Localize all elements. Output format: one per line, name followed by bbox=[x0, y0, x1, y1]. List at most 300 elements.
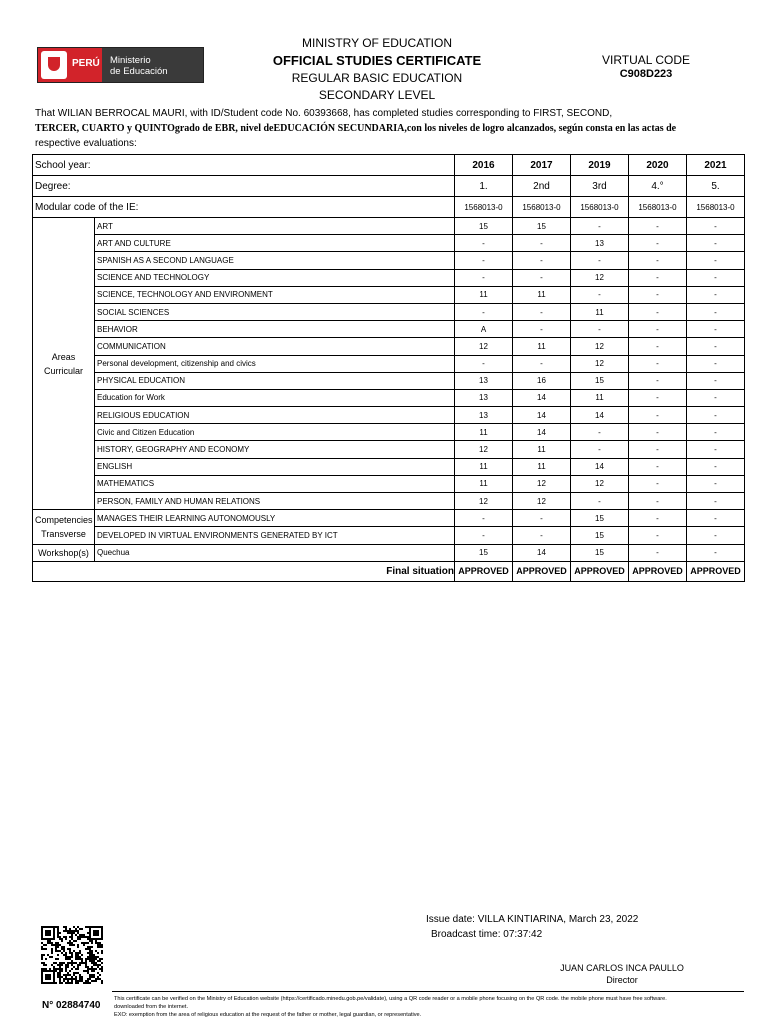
qr-module bbox=[95, 980, 97, 982]
director-title: Director bbox=[606, 975, 638, 985]
grade-cell: - bbox=[687, 441, 745, 458]
qr-module bbox=[75, 954, 77, 956]
qr-finder-inner bbox=[45, 930, 51, 936]
director-name: JUAN CARLOS INCA PAULLO bbox=[560, 963, 684, 973]
qr-module bbox=[73, 974, 75, 976]
qr-module bbox=[93, 974, 95, 976]
qr-module bbox=[69, 932, 71, 934]
qr-module bbox=[59, 968, 61, 970]
grade-cell: 15 bbox=[571, 527, 629, 544]
modular-code-row bbox=[33, 197, 745, 218]
grade-cell: - bbox=[629, 407, 687, 424]
grade-cell: 12 bbox=[513, 493, 571, 510]
workshop-row bbox=[33, 544, 745, 561]
logo-country: PERÚ bbox=[72, 58, 100, 69]
qr-module bbox=[75, 928, 77, 930]
qr-module bbox=[59, 950, 61, 952]
qr-module bbox=[75, 968, 77, 970]
qr-module bbox=[55, 958, 57, 960]
area-row bbox=[33, 441, 745, 458]
grade-cell: 12 bbox=[455, 338, 513, 355]
qr-module bbox=[73, 930, 75, 932]
qr-module bbox=[71, 938, 73, 940]
area-row bbox=[33, 218, 745, 235]
qr-module bbox=[91, 962, 93, 964]
qr-module bbox=[65, 952, 67, 954]
grade-cell: 15 bbox=[513, 218, 571, 235]
qr-module bbox=[91, 974, 93, 976]
area-row bbox=[33, 269, 745, 286]
qr-module bbox=[91, 954, 93, 956]
grade-cell: - bbox=[629, 355, 687, 372]
qr-module bbox=[81, 978, 83, 980]
qr-module bbox=[51, 952, 53, 954]
qr-module bbox=[73, 950, 75, 952]
qr-module bbox=[101, 968, 103, 970]
grade-cell: - bbox=[629, 510, 687, 527]
qr-module bbox=[67, 966, 69, 968]
qr-module bbox=[57, 930, 59, 932]
qr-module bbox=[87, 926, 89, 928]
qr-module bbox=[87, 958, 89, 960]
subject-name: Education for Work bbox=[95, 389, 455, 406]
qr-module bbox=[65, 974, 67, 976]
qr-module bbox=[77, 930, 79, 932]
qr-module bbox=[71, 962, 73, 964]
grade-cell: - bbox=[513, 235, 571, 252]
qr-module bbox=[81, 980, 83, 982]
grade-cell: - bbox=[513, 321, 571, 338]
qr-module bbox=[87, 936, 89, 938]
qr-module bbox=[57, 936, 59, 938]
qr-module bbox=[71, 968, 73, 970]
qr-module bbox=[79, 962, 81, 964]
qr-module bbox=[97, 976, 99, 978]
qr-module bbox=[63, 962, 65, 964]
qr-module bbox=[43, 944, 45, 946]
modular-code-row-cell: 1568013-0 bbox=[571, 197, 629, 218]
qr-module bbox=[65, 926, 67, 928]
qr-module bbox=[61, 968, 63, 970]
grade-cell: 11 bbox=[513, 286, 571, 303]
qr-module bbox=[99, 968, 101, 970]
qr-module bbox=[81, 934, 83, 936]
qr-module bbox=[57, 928, 59, 930]
qr-module bbox=[59, 972, 61, 974]
qr-module bbox=[85, 982, 87, 984]
qr-module bbox=[51, 950, 53, 952]
fine-print-2: downloaded from the internet. bbox=[114, 1004, 189, 1010]
qr-module bbox=[77, 980, 79, 982]
qr-module bbox=[61, 962, 63, 964]
qr-module bbox=[59, 976, 61, 978]
qr-module bbox=[75, 956, 77, 958]
qr-module bbox=[81, 976, 83, 978]
qr-module bbox=[53, 966, 55, 968]
modular-code-row-cell: 1568013-0 bbox=[629, 197, 687, 218]
qr-module bbox=[73, 932, 75, 934]
qr-module bbox=[95, 964, 97, 966]
qr-module bbox=[79, 978, 81, 980]
grade-cell: - bbox=[687, 321, 745, 338]
qr-module bbox=[79, 980, 81, 982]
qr-module bbox=[85, 958, 87, 960]
qr-module bbox=[83, 936, 85, 938]
subject-name: RELIGIOUS EDUCATION bbox=[95, 407, 455, 424]
degree-row-cell: 5. bbox=[687, 176, 745, 197]
qr-module bbox=[93, 968, 95, 970]
qr-module bbox=[97, 944, 99, 946]
qr-module bbox=[69, 948, 71, 950]
qr-module bbox=[95, 940, 97, 942]
qr-module bbox=[55, 942, 57, 944]
qr-module bbox=[91, 950, 93, 952]
qr-module bbox=[65, 930, 67, 932]
qr-module bbox=[65, 928, 67, 930]
qr-module bbox=[53, 944, 55, 946]
qr-code-icon bbox=[41, 926, 103, 984]
qr-module bbox=[53, 962, 55, 964]
subject-name: ENGLISH bbox=[95, 458, 455, 475]
qr-module bbox=[79, 934, 81, 936]
grade-cell: 15 bbox=[455, 544, 513, 561]
grade-cell: - bbox=[687, 372, 745, 389]
qr-module bbox=[47, 940, 49, 942]
qr-module bbox=[97, 942, 99, 944]
final-situation-cell: APPROVED bbox=[571, 561, 629, 581]
qr-module bbox=[49, 940, 51, 942]
grade-cell: 11 bbox=[455, 286, 513, 303]
qr-module bbox=[63, 946, 65, 948]
grade-cell: - bbox=[571, 321, 629, 338]
qr-module bbox=[85, 936, 87, 938]
qr-module bbox=[73, 940, 75, 942]
grade-cell: 13 bbox=[455, 389, 513, 406]
area-row bbox=[33, 252, 745, 269]
qr-module bbox=[57, 974, 59, 976]
verification-note bbox=[114, 995, 744, 1019]
qr-module bbox=[89, 948, 91, 950]
grade-cell: - bbox=[571, 441, 629, 458]
qr-module bbox=[71, 980, 73, 982]
qr-module bbox=[51, 964, 53, 966]
degree-row-cell: 3rd bbox=[571, 176, 629, 197]
qr-module bbox=[85, 962, 87, 964]
grade-cell: - bbox=[629, 544, 687, 561]
qr-module bbox=[57, 976, 59, 978]
final-situation-cell: APPROVED bbox=[455, 561, 513, 581]
grade-cell: 16 bbox=[513, 372, 571, 389]
qr-module bbox=[75, 980, 77, 982]
qr-module bbox=[59, 962, 61, 964]
qr-module bbox=[101, 966, 103, 968]
grade-cell: - bbox=[455, 527, 513, 544]
qr-module bbox=[67, 972, 69, 974]
subject-name: SCIENCE, TECHNOLOGY AND ENVIRONMENT bbox=[95, 286, 455, 303]
grade-cell: - bbox=[687, 458, 745, 475]
qr-module bbox=[95, 968, 97, 970]
qr-module bbox=[41, 954, 43, 956]
qr-module bbox=[101, 946, 103, 948]
grade-cell: 14 bbox=[571, 458, 629, 475]
qr-module bbox=[73, 978, 75, 980]
qr-module bbox=[77, 956, 79, 958]
qr-module bbox=[69, 952, 71, 954]
final-situation-row bbox=[33, 561, 745, 581]
qr-module bbox=[63, 980, 65, 982]
qr-module bbox=[87, 968, 89, 970]
qr-module bbox=[77, 982, 79, 984]
qr-module bbox=[97, 946, 99, 948]
subject-name: SOCIAL SCIENCES bbox=[95, 303, 455, 320]
qr-module bbox=[51, 948, 53, 950]
qr-module bbox=[99, 960, 101, 962]
qr-module bbox=[43, 968, 45, 970]
subject-name: MATHEMATICS bbox=[95, 475, 455, 492]
qr-module bbox=[99, 942, 101, 944]
grade-cell: - bbox=[571, 424, 629, 441]
qr-module bbox=[91, 980, 93, 982]
qr-module bbox=[55, 982, 57, 984]
qr-module bbox=[75, 952, 77, 954]
degree-row-cell: 1. bbox=[455, 176, 513, 197]
qr-module bbox=[43, 962, 45, 964]
degree-row-cell: 2nd bbox=[513, 176, 571, 197]
qr-module bbox=[59, 970, 61, 972]
grade-cell: - bbox=[629, 321, 687, 338]
grade-cell: - bbox=[629, 493, 687, 510]
qr-module bbox=[43, 954, 45, 956]
area-row bbox=[33, 493, 745, 510]
qr-module bbox=[57, 964, 59, 966]
qr-module bbox=[67, 962, 69, 964]
qr-module bbox=[49, 942, 51, 944]
area-row bbox=[33, 355, 745, 372]
qr-module bbox=[47, 954, 49, 956]
grade-cell: 13 bbox=[455, 407, 513, 424]
qr-module bbox=[81, 942, 83, 944]
qr-module bbox=[77, 944, 79, 946]
qr-module bbox=[45, 968, 47, 970]
modular-code-row-cell: 1568013-0 bbox=[513, 197, 571, 218]
qr-module bbox=[99, 946, 101, 948]
final-situation-cell: APPROVED bbox=[629, 561, 687, 581]
qr-module bbox=[91, 960, 93, 962]
area-row bbox=[33, 372, 745, 389]
grade-cell: - bbox=[629, 424, 687, 441]
qr-module bbox=[71, 978, 73, 980]
qr-module bbox=[59, 938, 61, 940]
qr-module bbox=[63, 936, 65, 938]
qr-module bbox=[75, 958, 77, 960]
qr-module bbox=[75, 972, 77, 974]
area-row bbox=[33, 407, 745, 424]
area-row bbox=[33, 475, 745, 492]
qr-module bbox=[55, 962, 57, 964]
qr-module bbox=[81, 936, 83, 938]
grade-cell: 14 bbox=[513, 544, 571, 561]
qr-module bbox=[79, 964, 81, 966]
qr-module bbox=[79, 958, 81, 960]
qr-module bbox=[89, 974, 91, 976]
subject-name: COMMUNICATION bbox=[95, 338, 455, 355]
qr-module bbox=[69, 942, 71, 944]
qr-module bbox=[93, 962, 95, 964]
qr-module bbox=[67, 964, 69, 966]
qr-module bbox=[83, 982, 85, 984]
qr-module bbox=[67, 948, 69, 950]
qr-module bbox=[71, 942, 73, 944]
grade-cell: 14 bbox=[513, 407, 571, 424]
qr-module bbox=[65, 956, 67, 958]
qr-module bbox=[83, 962, 85, 964]
qr-module bbox=[95, 958, 97, 960]
subject-name: SPANISH AS A SECOND LANGUAGE bbox=[95, 252, 455, 269]
qr-module bbox=[83, 970, 85, 972]
qr-module bbox=[81, 928, 83, 930]
grade-cell: - bbox=[629, 441, 687, 458]
grade-cell: 12 bbox=[571, 355, 629, 372]
qr-module bbox=[81, 958, 83, 960]
qr-module bbox=[83, 934, 85, 936]
qr-module bbox=[59, 978, 61, 980]
modular-code-row-cell: 1568013-0 bbox=[687, 197, 745, 218]
qr-module bbox=[57, 932, 59, 934]
qr-module bbox=[79, 950, 81, 952]
qr-module bbox=[89, 960, 91, 962]
qr-module bbox=[91, 956, 93, 958]
grade-cell: 15 bbox=[571, 372, 629, 389]
school-year-row-cell: 2017 bbox=[513, 155, 571, 176]
qr-module bbox=[77, 966, 79, 968]
qr-module bbox=[89, 940, 91, 942]
subject-name: DEVELOPED IN VIRTUAL ENVIRONMENTS GENERATED BY ICT bbox=[95, 527, 455, 544]
qr-module bbox=[83, 944, 85, 946]
qr-module bbox=[59, 974, 61, 976]
qr-module bbox=[59, 932, 61, 934]
grade-cell: - bbox=[687, 355, 745, 372]
grade-cell: - bbox=[687, 286, 745, 303]
ministry-logo bbox=[37, 47, 204, 83]
grade-cell: - bbox=[571, 218, 629, 235]
qr-module bbox=[81, 962, 83, 964]
qr-module bbox=[89, 958, 91, 960]
qr-module bbox=[41, 942, 43, 944]
qr-module bbox=[65, 978, 67, 980]
qr-module bbox=[91, 940, 93, 942]
grade-cell: - bbox=[455, 252, 513, 269]
qr-module bbox=[57, 934, 59, 936]
grade-cell: - bbox=[629, 372, 687, 389]
qr-module bbox=[71, 930, 73, 932]
qr-module bbox=[77, 972, 79, 974]
grade-cell: - bbox=[687, 475, 745, 492]
school-year-row-label: School year: bbox=[33, 155, 455, 176]
qr-module bbox=[69, 936, 71, 938]
qr-module bbox=[69, 930, 71, 932]
subject-name: Personal development, citizenship and civics bbox=[95, 355, 455, 372]
qr-module bbox=[61, 940, 63, 942]
grade-cell: - bbox=[513, 510, 571, 527]
qr-module bbox=[79, 938, 81, 940]
qr-module bbox=[97, 960, 99, 962]
grade-cell: 13 bbox=[571, 235, 629, 252]
competency-row-group-label: Competencies Transverse bbox=[33, 510, 95, 544]
qr-module bbox=[91, 970, 93, 972]
area-row bbox=[33, 424, 745, 441]
area-row-group-label: Areas Curricular bbox=[33, 218, 95, 510]
qr-module bbox=[69, 974, 71, 976]
qr-module bbox=[87, 966, 89, 968]
qr-module bbox=[101, 982, 103, 984]
director-signature bbox=[540, 962, 704, 986]
qr-module bbox=[93, 956, 95, 958]
certificate-intro bbox=[35, 106, 725, 151]
qr-module bbox=[91, 952, 93, 954]
qr-module bbox=[95, 956, 97, 958]
qr-module bbox=[101, 958, 103, 960]
qr-module bbox=[67, 980, 69, 982]
qr-module bbox=[63, 926, 65, 928]
grade-cell: - bbox=[687, 544, 745, 561]
school-year-row-cell: 2019 bbox=[571, 155, 629, 176]
final-situation-label: Final situation bbox=[33, 561, 455, 581]
grade-cell: 12 bbox=[571, 475, 629, 492]
grade-cell: - bbox=[629, 458, 687, 475]
grade-cell: - bbox=[687, 235, 745, 252]
modular-code-row-cell: 1568013-0 bbox=[455, 197, 513, 218]
competency-row bbox=[33, 527, 745, 544]
subject-name: PERSON, FAMILY AND HUMAN RELATIONS bbox=[95, 493, 455, 510]
qr-module bbox=[59, 964, 61, 966]
qr-module bbox=[89, 946, 91, 948]
grade-cell: 12 bbox=[455, 493, 513, 510]
qr-module bbox=[49, 956, 51, 958]
grade-cell: 12 bbox=[571, 269, 629, 286]
grade-cell: - bbox=[629, 389, 687, 406]
qr-module bbox=[77, 964, 79, 966]
qr-module bbox=[89, 952, 91, 954]
qr-module bbox=[85, 960, 87, 962]
grade-cell: 15 bbox=[571, 544, 629, 561]
qr-module bbox=[51, 944, 53, 946]
qr-module bbox=[93, 960, 95, 962]
qr-module bbox=[57, 942, 59, 944]
grade-cell: - bbox=[513, 303, 571, 320]
qr-module bbox=[57, 958, 59, 960]
qr-module bbox=[97, 966, 99, 968]
qr-module bbox=[99, 964, 101, 966]
virtual-code-value: C908D223 bbox=[619, 68, 673, 80]
qr-module bbox=[69, 940, 71, 942]
grade-cell: - bbox=[571, 252, 629, 269]
qr-module bbox=[71, 934, 73, 936]
grade-cell: - bbox=[629, 338, 687, 355]
qr-module bbox=[47, 942, 49, 944]
qr-module bbox=[77, 952, 79, 954]
qr-module bbox=[69, 962, 71, 964]
grade-cell: 15 bbox=[455, 218, 513, 235]
qr-module bbox=[91, 968, 93, 970]
grade-cell: - bbox=[629, 286, 687, 303]
grade-cell: 11 bbox=[455, 424, 513, 441]
fine-print-1: This certificate can be verified on the Ministry of Education website (https://certificado.minedu.gob.pe/validate), using a QR code reader or a mobile phone focusing on the QR code. the mobile phone must have free software. bbox=[114, 996, 667, 1002]
qr-module bbox=[87, 978, 89, 980]
qr-module bbox=[67, 956, 69, 958]
qr-module bbox=[65, 936, 67, 938]
degree-row-label: Degree: bbox=[33, 176, 455, 197]
grade-cell: - bbox=[687, 252, 745, 269]
